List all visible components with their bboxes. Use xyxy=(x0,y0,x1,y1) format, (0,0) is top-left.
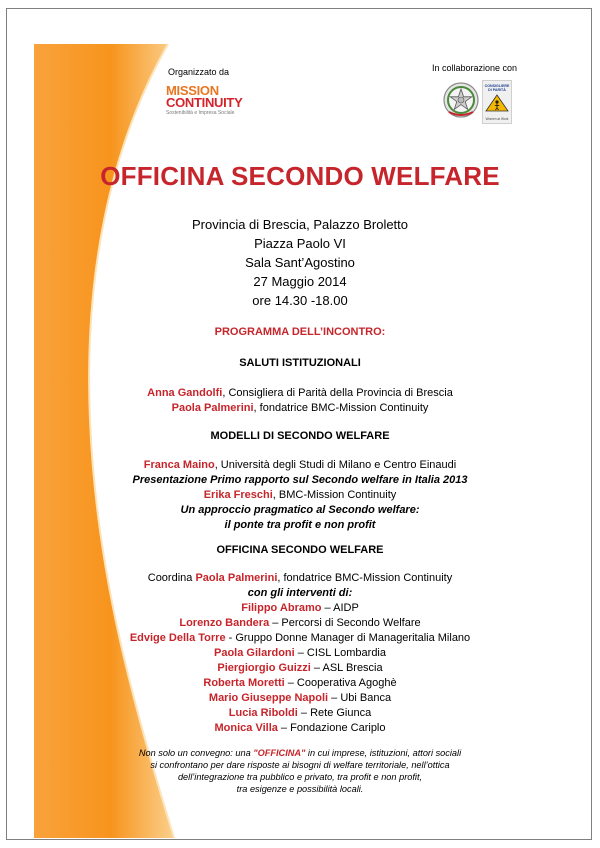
coordinator-line xyxy=(0,571,600,586)
list-item xyxy=(0,386,600,401)
speaker-name: Filippo Abramo xyxy=(241,602,322,614)
logo-line-mission: MISSION xyxy=(166,83,219,98)
list-item xyxy=(0,488,600,503)
footer-highlight: "OFFICINA" xyxy=(253,748,306,758)
event-title: OFFICINA SECONDO WELFARE xyxy=(100,161,500,191)
speaker-role: , fondatrice BMC-Mission Continuity xyxy=(253,402,429,414)
program-heading: PROGRAMMA DELL’INCONTRO: xyxy=(214,326,386,338)
list-item xyxy=(0,616,600,631)
speaker-name: Mario Giuseppe Napoli xyxy=(208,692,329,704)
officina-heading: OFFICINA SECONDO WELFARE xyxy=(216,544,384,556)
speaker-role: – Percorsi di Secondo Welfare xyxy=(269,617,421,629)
speaker-role: – Ubi Banca xyxy=(328,692,392,704)
collaboration-label: In collaborazione con xyxy=(432,63,518,73)
speaker-name: Paola Gilardoni xyxy=(214,647,295,659)
speaker-name: Erika Freschi xyxy=(203,489,273,501)
speaker-role: , Università degli Studi di Milano e Centro Einaudi xyxy=(214,459,457,471)
consigliere-logo-sub: Women at Work xyxy=(485,117,509,121)
talk-title-line: il ponte tra profit e non profit xyxy=(224,519,376,531)
speaker-name: Roberta Moretti xyxy=(203,677,285,689)
list-item xyxy=(0,601,600,616)
list-item xyxy=(0,661,600,676)
list-item xyxy=(0,401,600,416)
footer-line: tra esigenze e possibilità locali. xyxy=(236,784,364,794)
speaker-role: – Rete Giunca xyxy=(297,707,372,719)
speaker-name: Lucia Riboldi xyxy=(228,707,298,719)
speaker-name: Franca Maino xyxy=(143,459,215,471)
speaker-name: Edvige Della Torre xyxy=(129,632,226,644)
venue-block xyxy=(0,215,600,310)
modelli-heading: MODELLI DI SECONDO WELFARE xyxy=(210,430,390,442)
saluti-heading: SALUTI ISTITUZIONALI xyxy=(239,357,361,369)
modelli-list xyxy=(0,458,600,533)
venue-line: Piazza Paolo VI xyxy=(254,236,346,251)
list-item xyxy=(0,706,600,721)
speaker-role: , fondatrice BMC-Mission Continuity xyxy=(277,572,453,584)
presentation-title: Presentazione Primo rapporto sul Secondo welfare in Italia 2013 xyxy=(132,474,468,486)
list-item xyxy=(0,458,600,473)
speaker-name: Lorenzo Bandera xyxy=(179,617,270,629)
list-item xyxy=(0,631,600,646)
speaker-role: , BMC-Mission Continuity xyxy=(272,489,397,501)
coordinator-prefix: Coordina xyxy=(147,572,196,584)
speaker-role: – ASL Brescia xyxy=(310,662,383,674)
speaker-role: - Gruppo Donne Manager di Manageritalia Milano xyxy=(225,632,471,644)
italian-republic-seal-icon xyxy=(441,80,481,120)
list-item xyxy=(0,676,600,691)
logo-tagline: Sostenibilità e Impresa Sociale xyxy=(166,110,235,116)
warning-triangle-icon xyxy=(483,93,511,113)
footer-line: dell’integrazione tra pubblico e privato, tra profit e non profit, xyxy=(177,772,423,782)
footer-line: si confrontano per dare risposte ai bisogni di welfare territoriale, nell’ottica xyxy=(150,760,450,770)
consigliere-parita-logo xyxy=(482,80,512,124)
speaker-name: Anna Gandolfi xyxy=(147,387,223,399)
speaker-name: Monica Villa xyxy=(214,722,278,734)
speaker-name: Piergiorgio Guizzi xyxy=(217,662,311,674)
speaker-name: Paola Palmerini xyxy=(171,402,254,414)
speaker-role: – AIDP xyxy=(321,602,359,614)
logo-line-continuity: CONTINUITY xyxy=(166,95,243,110)
organizer-label: Organizzato da xyxy=(168,67,230,77)
venue-date: 27 Maggio 2014 xyxy=(253,274,347,289)
venue-line: Sala Sant’Agostino xyxy=(245,255,355,270)
talk-title-line: Un approccio pragmatico al Secondo welfare: xyxy=(180,504,420,516)
list-item xyxy=(0,721,600,736)
speaker-name: Paola Palmerini xyxy=(195,572,278,584)
interventi-label: con gli interventi di: xyxy=(247,587,353,599)
list-item xyxy=(0,646,600,661)
speaker-role: – Fondazione Cariplo xyxy=(277,722,386,734)
mission-continuity-logo xyxy=(166,84,252,120)
footer-text: Non solo un convegno: una xyxy=(138,748,254,758)
speaker-role: – CISL Lombardia xyxy=(294,647,386,659)
speaker-role: – Cooperativa Agoghè xyxy=(284,677,397,689)
officina-list xyxy=(0,571,600,736)
venue-line: Provincia di Brescia, Palazzo Broletto xyxy=(191,217,409,232)
footer-line xyxy=(0,747,600,759)
venue-time: ore 14.30 -18.00 xyxy=(252,293,348,308)
footer-text: in cui imprese, istituzioni, attori sociali xyxy=(305,748,462,758)
speaker-role: , Consigliera di Parità della Provincia di Brescia xyxy=(222,387,453,399)
saluti-list xyxy=(0,386,600,416)
consigliere-logo-text: CONSIGLIERE DI PARITÀ xyxy=(484,84,510,92)
footer-note xyxy=(0,747,600,795)
list-item xyxy=(0,691,600,706)
